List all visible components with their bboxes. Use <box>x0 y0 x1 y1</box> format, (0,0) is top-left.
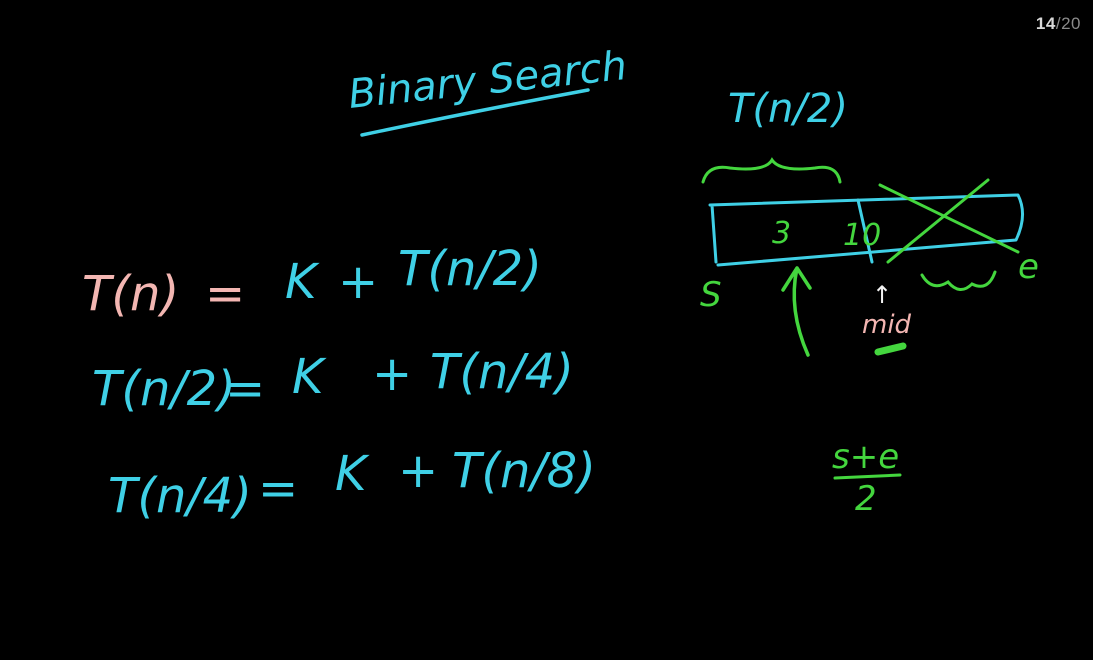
formula-numerator: s+e <box>832 437 900 477</box>
eq1-k: K <box>285 254 317 310</box>
eq2-lhs: T(n/2) <box>92 361 236 417</box>
half-subproblem-label: T(n/2) <box>728 86 848 132</box>
mid-arrow-icon: ↑ <box>872 281 893 309</box>
eq3-k: K <box>335 446 367 502</box>
mid-underline-mark <box>878 346 903 352</box>
right-half-brace <box>922 272 995 290</box>
mid-label: mid <box>862 310 912 340</box>
cell-value-2: 10 <box>843 218 882 253</box>
eq3-equals: = <box>258 461 299 517</box>
equation-row-1 <box>82 241 542 322</box>
title-text: Binary Search <box>346 42 630 118</box>
left-half-brace <box>703 160 840 182</box>
eq1-equals: = <box>205 266 246 322</box>
start-label: S <box>700 275 722 315</box>
eq2-plus: + <box>372 346 413 402</box>
cell-value-1: 3 <box>772 216 792 251</box>
eq1-plus: + <box>338 254 379 310</box>
title-group <box>346 43 629 135</box>
eq2-rhs: T(n/4) <box>430 344 574 400</box>
page-current: 14 <box>1035 14 1056 33</box>
start-pointer-arrow <box>783 268 810 355</box>
eq2-k: K <box>292 349 324 405</box>
eq3-lhs: T(n/4) <box>108 468 252 524</box>
eq1-lhs: T(n) <box>82 266 180 322</box>
array-diagram <box>700 86 1039 355</box>
eq2-equals: = <box>225 361 266 417</box>
eq1-rhs: T(n/2) <box>398 241 542 297</box>
eq3-plus: + <box>398 443 439 499</box>
discard-cross-line-2 <box>888 180 988 262</box>
page-total: 20 <box>1061 14 1081 33</box>
mid-formula <box>832 437 900 519</box>
eq3-rhs: T(n/8) <box>452 443 596 499</box>
formula-denominator: 2 <box>855 479 877 519</box>
equation-row-3 <box>108 443 596 524</box>
page-separator: / <box>1055 14 1062 33</box>
equation-row-2 <box>92 344 574 417</box>
end-label: e <box>1018 247 1039 287</box>
